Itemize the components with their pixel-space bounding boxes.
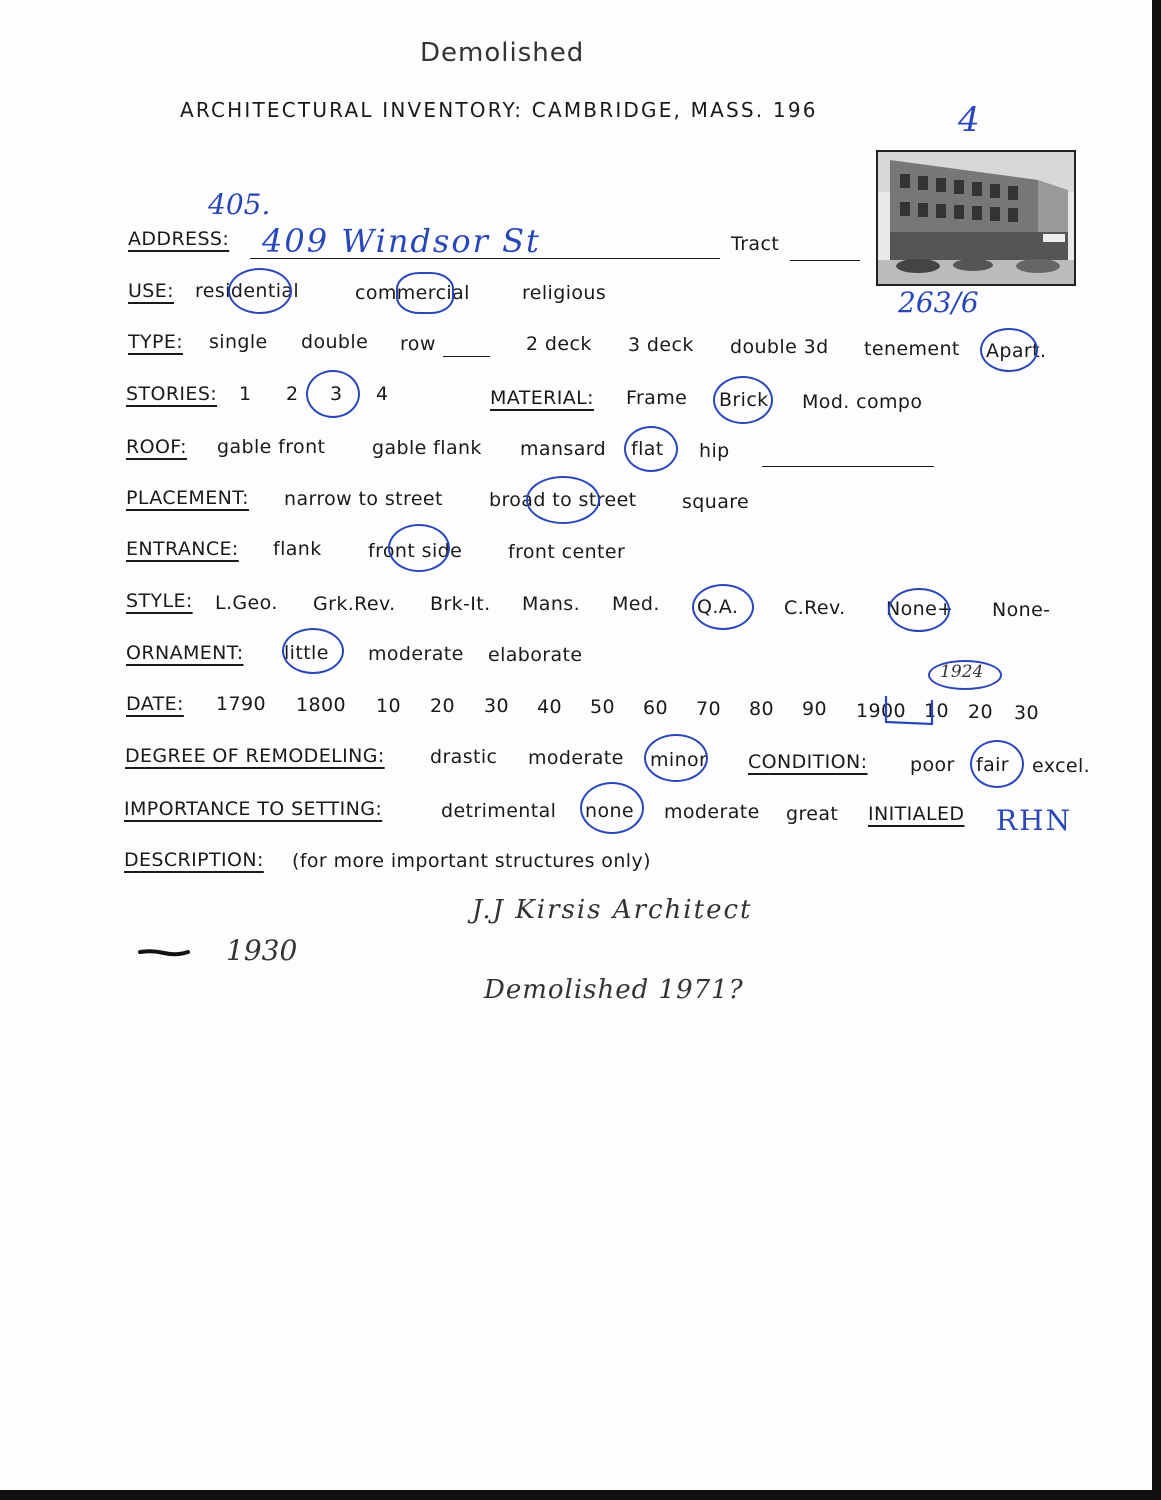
year-suffix: 4	[958, 100, 980, 140]
placement-label: PLACEMENT:	[126, 487, 249, 509]
type-option-double: double	[301, 331, 369, 353]
ornament-label: ORNAMENT:	[126, 642, 244, 664]
date-option-10: 10	[376, 695, 401, 717]
placement-option-broad: broad to street	[489, 489, 637, 511]
style-mark-none-plus	[888, 588, 950, 632]
condition-option-fair: fair	[976, 754, 1010, 776]
use-option-residential: residential	[195, 280, 300, 302]
tract-line	[790, 260, 860, 261]
roof-mark-flat	[624, 426, 678, 472]
type-option-3-deck: 3 deck	[628, 334, 694, 356]
style-option-none-plus: None+	[886, 598, 954, 620]
condition-option-excel: excel.	[1032, 755, 1091, 777]
form-title: ARCHITECTURAL INVENTORY: CAMBRIDGE, MASS. 196	[180, 98, 818, 122]
date-option-1930: 30	[1014, 702, 1039, 724]
scan-edge-bottom	[0, 1490, 1161, 1500]
remodeling-option-drastic: drastic	[430, 746, 498, 768]
date-option-1800: 1800	[296, 694, 346, 716]
importance-option-moderate: moderate	[664, 801, 760, 823]
entrance-option-front-center: front center	[508, 541, 626, 563]
material-option-brick: Brick	[719, 389, 769, 411]
style-label: STYLE:	[126, 590, 193, 612]
address-label: ADDRESS:	[128, 228, 230, 250]
condition-label: CONDITION:	[748, 751, 868, 773]
type-mark-apart	[980, 328, 1038, 372]
ornament-option-little: little	[284, 642, 329, 664]
alt-street-number: 405.	[208, 188, 271, 221]
date-option-60: 60	[643, 697, 668, 719]
importance-option-none: none	[585, 800, 634, 822]
style-option-none-minus: None-	[992, 599, 1051, 621]
type-option-apart: Apart.	[986, 340, 1047, 362]
stories-option-2: 2	[286, 383, 299, 405]
date-annotation: 1924	[940, 662, 984, 682]
use-option-religious: religious	[522, 282, 607, 304]
date-option-1910: 10	[924, 700, 949, 722]
style-option-grk-rev: Grk.Rev.	[313, 593, 396, 615]
roof-other-line	[762, 466, 934, 467]
demolished-stamp: Demolished	[420, 38, 585, 68]
scan-edge-right	[1152, 0, 1161, 1500]
description-year: 1930	[226, 934, 298, 967]
description-architect: J.J Kirsis Architect	[472, 895, 753, 925]
type-label: TYPE:	[128, 331, 184, 353]
date-option-70: 70	[696, 698, 721, 720]
entrance-option-flank: flank	[273, 538, 322, 560]
date-option-90: 90	[802, 698, 827, 720]
initialed-label: INITIALED	[868, 803, 965, 825]
address-value: 409 Windsor St	[262, 222, 541, 260]
placement-option-square: square	[682, 491, 750, 513]
date-label: DATE:	[126, 693, 184, 715]
material-option-mod-compo: Mod. compo	[802, 391, 923, 413]
style-option-med: Med.	[612, 593, 660, 615]
type-option-double-3d: double 3d	[730, 336, 829, 358]
date-option-1920: 20	[968, 701, 993, 723]
style-option-l-geo: L.Geo.	[215, 592, 278, 614]
date-option-80: 80	[749, 698, 774, 720]
importance-label: IMPORTANCE TO SETTING:	[124, 798, 383, 820]
stories-option-3: 3	[330, 383, 343, 405]
importance-option-detrimental: detrimental	[441, 800, 557, 822]
style-option-mans: Mans.	[522, 593, 581, 615]
remodeling-option-moderate: moderate	[528, 747, 624, 769]
roof-option-gable-flank: gable flank	[372, 437, 482, 459]
condition-mark-fair	[970, 740, 1024, 788]
roof-label: ROOF:	[126, 436, 187, 458]
stories-label: STORIES:	[126, 383, 218, 405]
date-bracket-mark	[880, 690, 950, 734]
date-option-40: 40	[537, 696, 562, 718]
style-mark-qa	[692, 584, 754, 630]
roof-option-gable-front: gable front	[217, 436, 326, 458]
roof-option-hip: hip	[699, 440, 730, 462]
stories-option-1: 1	[239, 383, 252, 405]
description-note: (for more important structures only)	[292, 850, 651, 872]
stories-option-4: 4	[376, 383, 389, 405]
date-option-20: 20	[430, 695, 455, 717]
ornament-mark-little	[282, 628, 344, 674]
roof-option-flat: flat	[631, 438, 664, 460]
stories-mark-3	[306, 370, 360, 418]
remodeling-option-minor: minor	[650, 749, 708, 771]
remodeling-mark-minor	[644, 734, 708, 782]
material-mark-brick	[713, 376, 773, 424]
ornament-option-moderate: moderate	[368, 643, 464, 665]
type-option-2-deck: 2 deck	[526, 333, 592, 355]
ornament-option-elaborate: elaborate	[488, 644, 583, 666]
date-option-30: 30	[484, 695, 509, 717]
style-option-c-rev: C.Rev.	[784, 597, 846, 619]
tract-label: Tract	[731, 233, 780, 255]
type-option-row: row	[400, 333, 436, 355]
style-option-brk-it: Brk-It.	[430, 593, 491, 615]
building-photo-image	[878, 152, 1074, 284]
entrance-mark-front-side	[388, 524, 450, 572]
initialed-value: RHN	[996, 804, 1072, 837]
parcel-number: 263/6	[898, 286, 979, 319]
use-label: USE:	[128, 280, 174, 302]
importance-mark-none	[580, 782, 644, 834]
date-option-1790: 1790	[216, 693, 266, 715]
condition-option-poor: poor	[910, 754, 955, 776]
dash-mark	[138, 944, 192, 964]
material-option-frame: Frame	[626, 387, 688, 409]
type-option-single: single	[209, 331, 268, 353]
description-label: DESCRIPTION:	[124, 849, 264, 871]
roof-option-mansard: mansard	[520, 438, 607, 460]
type-row-line	[443, 356, 490, 357]
importance-option-great: great	[786, 803, 839, 825]
style-option-qa: Q.A.	[697, 596, 739, 618]
entrance-option-front-side: front side	[368, 540, 463, 562]
building-photo	[876, 150, 1076, 286]
remodeling-label: DEGREE OF REMODELING:	[125, 745, 385, 767]
use-mark-commercial	[396, 272, 454, 314]
placement-mark-broad	[526, 476, 600, 524]
description-demolished: Demolished 1971?	[484, 975, 744, 1005]
date-option-1900: 1900	[856, 700, 906, 722]
material-label: MATERIAL:	[490, 387, 594, 409]
entrance-label: ENTRANCE:	[126, 538, 239, 560]
use-option-commercial: commercial	[355, 282, 470, 304]
placement-option-narrow: narrow to street	[284, 488, 443, 510]
date-option-50: 50	[590, 696, 615, 718]
type-option-tenement: tenement	[864, 338, 960, 360]
use-mark-residential	[228, 268, 292, 314]
